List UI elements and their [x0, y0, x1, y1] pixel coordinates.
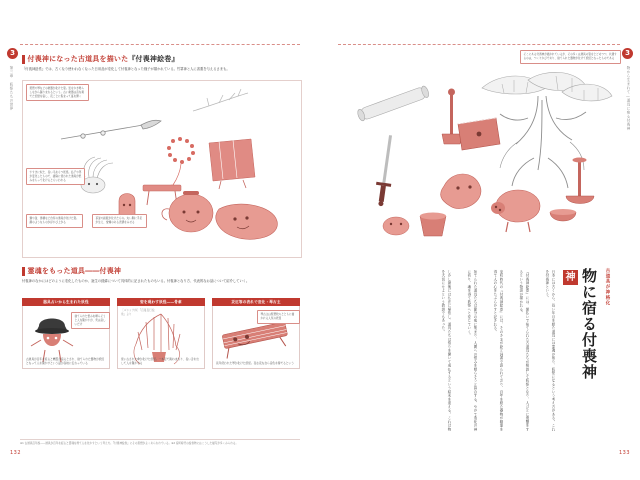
subcard-2-caption: 使い古された傘が化けた妖怪。一本足で跳ねまわり、長い舌を出して人を驚かせる [121, 357, 199, 366]
article-kicker: 古道具が神格化 [605, 268, 610, 306]
section-2-heading [22, 266, 121, 276]
subcard-2-heading: 姿を現わす妖怪――骨傘 [117, 298, 205, 306]
objects-drawing [332, 66, 624, 258]
subcard-1-body [22, 306, 110, 369]
callout-3: 鍋や釜、湯桶など台所の道具が化けた姿。顔のようなものが浮かび上がる [26, 214, 83, 228]
subcard-3-heading: 災厄等の表れで変化・琴古主 [212, 298, 300, 306]
running-head-right: 物から生まれて―道具に宿る付喪神 [626, 66, 630, 131]
top-divider-left [20, 44, 300, 45]
body-column-4: 捨てられた道具たちは節分の夜に集まり、人間への恨みを晴らそうと談合する。やがて造化の神に祈り、魂を得て妖怪へと変じていく。 [466, 270, 477, 432]
callout-1: 琵琶や琴などの楽器が化けた姿。弦をかき鳴らしながら踊りまわるという。古い楽器は音を奏でた記憶を宿し、夜ごとに集まって宴を開く [26, 84, 89, 101]
section-1-title-black: 『付喪神絵巻』 [128, 55, 179, 63]
running-head-left: 第三章 妖怪たちの世界 [9, 66, 13, 111]
left-page [0, 18, 321, 462]
article-title: 物に宿る付喪神 [580, 268, 598, 380]
footnote-left: ※1 古道具百年説――道具が百年を経ると霊魂を得て人を化かすという考え方。『付喪神絵巻』にその思想がよくあらわれている。※2 室町時代の絵巻物にはこうした描写が多くみられる。 [20, 439, 300, 446]
subcard-3-body [212, 306, 300, 369]
kanji-badge: 神 [563, 270, 578, 285]
folio-left: 132 [10, 450, 22, 456]
chapter-tab-left: 3 [7, 48, 18, 59]
callout-2: すすきに似た、長い毛をもつ妖怪。払子や箒が変化したもので、掃除に使われた道具が恨みをもって化けるともいわれる [26, 168, 85, 185]
body-column-2: 『付喪神絵巻』には、煤払いで捨てられた古道具たちが相談して妖怪となり、人びとに復讐をするという物語が描かれる。 [518, 270, 529, 432]
body-column-3: 室町時代の『付喪神絵巻』には、そのさまが絵と詞書で語られており、百年を経た器物が精霊を得て人の心をたぶらかすと記される。 [492, 270, 503, 432]
subcard-3-bubble: 琴古主は琵琶牧々とともに描かれる人気の妖怪 [257, 310, 300, 324]
callout-4: 茶釜や鉄瓶が化けたもの。丸い胴に手足が生え、愛嬌のある表情をみせる [92, 214, 147, 228]
body-column-1: 日本には古くから、長い年月を経た道具には霊魂が宿り、妖怪になるという考え方がある。これを付喪神という。 [544, 270, 555, 432]
subcard-1-caption: 古道具が百年を経ると精霊が宿るとされ、捨てられた器物が妖怪となって人を驚かすという話が各地に伝わっている [26, 357, 105, 366]
section-1-title [28, 54, 179, 64]
subcard-1-bubble: 捨てられた恨みを晴らそうと人を驚かすが、実は寂しいだけ [71, 312, 110, 329]
heading-accent-bar-2 [22, 267, 25, 276]
section-1-lead: 『付喪神絵巻』では、古くなり使われなくなった日用品が変化して付喪神となった様子が描かれている。竹箒神と人に害悪を与えるさまも。 [22, 67, 230, 71]
section-1-title-red: 付喪神になった古道具を描いた [27, 55, 129, 63]
tsukumogami-objects-illustration [332, 66, 624, 258]
subcard-2-note: ［ゴシック体］『百鬼夜行絵巻』より [121, 308, 155, 316]
subcard-1 [22, 298, 110, 369]
section-2-title: 霊魂をもった道具――付喪神 [27, 267, 122, 275]
right-page [320, 18, 640, 462]
section-1-heading [22, 54, 179, 64]
top-divider-right [338, 44, 620, 45]
body-column-5: しかし最後には仏法に帰依し、道具たちは悟りを開いて成仏するという結末を迎える。これは物を大切にせよという教訓でもあった。 [440, 270, 451, 432]
subcard-3-caption: 長年使われた琴が化けた妖怪。夜な夜な自ら音色を奏でるという [216, 361, 294, 366]
subcard-2-body [117, 306, 205, 369]
right-top-note: そこにある付喪神が描かれているが、その多くは道具の姿をとどめつつ、共通するのは、つくりかびであり、捨てられた器物が化けて妖怪となったものである [520, 50, 621, 64]
folio-right: 133 [618, 450, 630, 456]
chapter-tab-right: 3 [622, 48, 633, 59]
heading-accent-bar [22, 55, 25, 64]
subcard-2 [117, 298, 205, 369]
subcard-1-heading: 器具占いから生まれた妖怪 [22, 298, 110, 306]
section-2-lead: 付喪神のなかにはどのように変化したものか、誕生の経緯について具体的に記されたものもいる。付喪神となり方、代表的なお話について紹介していく。 [22, 279, 250, 283]
subcard-3 [212, 298, 300, 369]
